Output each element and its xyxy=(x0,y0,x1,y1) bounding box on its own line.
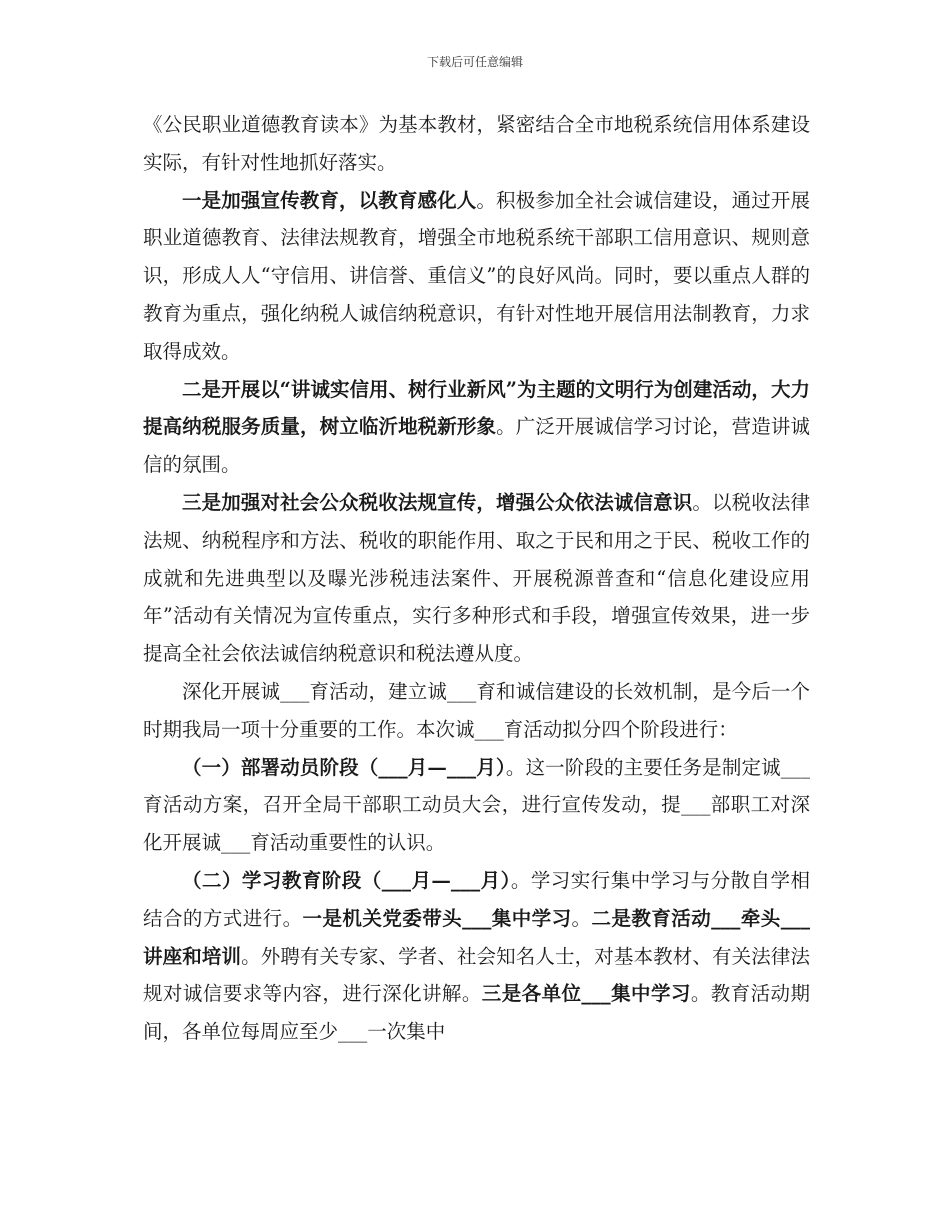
paragraph xyxy=(143,106,810,182)
bold-text-segment: 二是开展以“讲诚实信用、树行业新风”为主题的文明行为创建活动，大力提高纳税服务质量，树立临沂地税新形象 xyxy=(143,377,810,439)
text-segment: 。广泛开展诚信学习讨论，营造讲诚信的氛围。 xyxy=(143,415,810,477)
paragraph xyxy=(143,484,810,673)
page-header: 下载后可任意编辑 xyxy=(426,55,523,69)
text-segment: 深化开展诚___育活动，建立诚___育和诚信建设的长效机制，是今后一个时期我局一项十分重要的工作。本次诚___育活动拟分四个阶段进行： xyxy=(143,679,810,741)
bold-text-segment: （二）学习教育阶段（___月—___月） xyxy=(182,868,511,892)
text-segment: 。学习实行集中学习与分散自学相结合的方式进行。 xyxy=(143,868,810,930)
bold-text-segment: 三是各单位___集中学习 xyxy=(481,982,691,1006)
text-segment: 《公民职业道德教育读本》为基本教材，紧密结合全市地税系统信用体系建设实际，有针对性地抓好落实。 xyxy=(143,113,810,174)
paragraph xyxy=(143,749,810,862)
text-segment: 。教育活动期间，各单位每周应至少___一次集中 xyxy=(143,982,810,1044)
text-segment: 。 xyxy=(571,906,592,930)
bold-text-segment: 三是加强对社会公众税收法规宣传，增强公众依法诚信意识 xyxy=(182,490,693,514)
paragraph xyxy=(143,371,810,484)
text-segment: 。这一阶段的主要任务是制定诚___育活动方案，召开全局干部职工动员大会，进行宣传发动，提___部职工对深化开展诚___育活动重要性的认识。 xyxy=(143,755,810,855)
text-segment: 。积极参加全社会诚信建设，通过开展职业道德教育、法律法规教育，增强全市地税系统干部职工信用意识、规则意识，形成人人“守信用、讲信誉、重信义”的良好风尚。同时，要以重点人群的教育为重点，强化纳税人诚信纳税意识，有针对性地开展信用法制教育，力求取得成效。 xyxy=(143,188,810,363)
paragraph xyxy=(143,862,810,1051)
text-segment: 。外聘有关专家、学者、社会知名人士，对基本教材、有关法律法规对诚信要求等内容，进行深化讲解。 xyxy=(143,944,810,1006)
document-body xyxy=(143,106,810,1051)
bold-text-segment: 二是教育活动___牵头___讲座和培训 xyxy=(143,906,810,968)
paragraph xyxy=(143,673,810,749)
bold-text-segment: 一是机关党委带头___集中学习 xyxy=(302,906,572,930)
bold-text-segment: 一是加强宣传教育，以教育感化人 xyxy=(182,188,477,212)
text-segment: 。以税收法律法规、纳税程序和方法、税收的职能作用、取之于民和用之于民、税收工作的成就和先进典型以及曝光涉税违法案件、开展税源普查和“信息化建设应用年”活动有关情况为宣传重点，实行多种形式和手段，增强宣传效果，进一步提高全社会依法诚信纳税意识和税法遵从度。 xyxy=(143,490,810,666)
paragraph xyxy=(143,182,810,371)
bold-text-segment: （一）部署动员阶段（___月—___月） xyxy=(182,755,506,779)
